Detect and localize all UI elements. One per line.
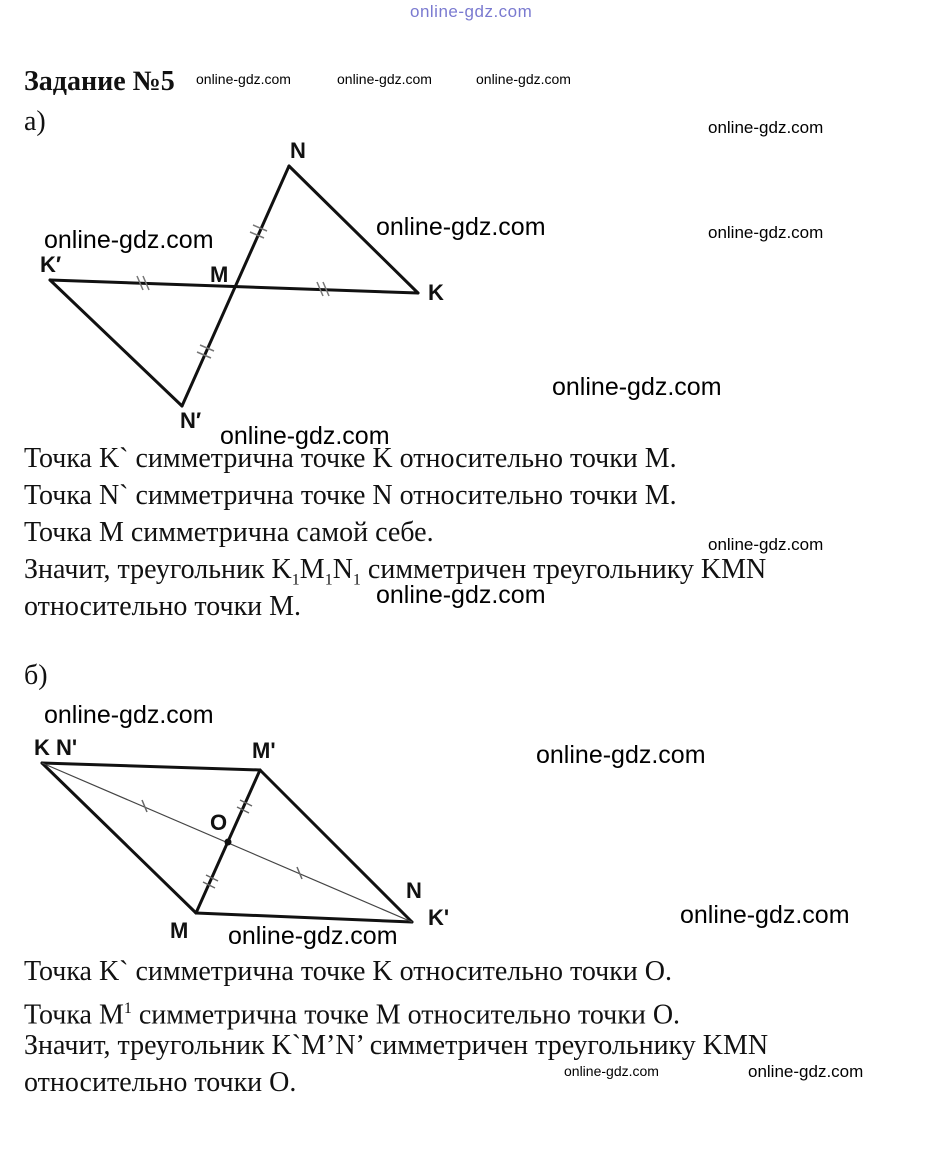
text-line: относительно точки M. [24, 591, 302, 622]
watermark: online-gdz.com [44, 226, 214, 254]
watermark: online-gdz.com [564, 1063, 659, 1079]
segment-mprime-kprime [260, 770, 412, 922]
watermark: online-gdz.com [376, 581, 546, 609]
segment-k-mprime [42, 763, 260, 770]
text-fragment: Значит, треугольник K [24, 554, 292, 585]
point-nprime-label: N′ [180, 408, 202, 433]
segment-m-k [42, 763, 196, 913]
watermark: online-gdz.com [536, 741, 706, 769]
watermark: online-gdz.com [748, 1062, 864, 1081]
segment-kprime-m [196, 913, 412, 922]
text-line: Точка M симметрична самой себе. [24, 517, 434, 548]
subscript: 1 [324, 571, 333, 589]
point-kprime-label: K′ [40, 252, 62, 277]
point-mprime-label: M' [252, 738, 276, 763]
text-fragment: симметрична точке M относительно точки O. [131, 999, 681, 1031]
watermark: online-gdz.com [708, 118, 824, 137]
watermark-top: online-gdz.com [410, 2, 533, 21]
point-k-label: K [428, 280, 444, 305]
text-line: Точка K` симметрична точке K относительно точки O. [24, 956, 673, 987]
text-line: относительно точки O. [24, 1067, 297, 1098]
point-o [225, 839, 232, 846]
text-fragment: N [332, 554, 353, 585]
watermark: online-gdz.com [552, 373, 722, 401]
point-kprime-label: K' [428, 905, 450, 930]
point-m-label: M [170, 918, 189, 943]
subscript: 1 [291, 571, 300, 589]
point-n-label: N [406, 878, 422, 903]
point-k-nprime-label: K N' [34, 735, 78, 760]
watermark: online-gdz.com [476, 71, 571, 87]
watermark: online-gdz.com [376, 213, 546, 241]
watermark: online-gdz.com [228, 922, 398, 950]
watermark: online-gdz.com [708, 223, 824, 242]
point-n-label: N [290, 138, 306, 163]
part-a-label: а) [24, 106, 46, 137]
text-fragment: M [299, 554, 325, 585]
point-o-label: O [210, 810, 228, 835]
watermark: online-gdz.com [220, 422, 390, 450]
watermark: online-gdz.com [44, 701, 214, 729]
superscript: 1 [123, 1000, 132, 1017]
watermark: online-gdz.com [196, 71, 291, 87]
watermark: online-gdz.com [337, 71, 432, 87]
text-fragment: Точка M [24, 999, 124, 1031]
part-b-label: б) [24, 660, 48, 691]
text-line: Точка N` симметрична точке N относительно точки M. [24, 480, 677, 511]
text-line: Значит, треугольник K`M’N’ симметричен треугольнику KMN [24, 1030, 769, 1061]
text-line: Точка K` симметрична точке K относительно точки M. [24, 443, 677, 474]
subscript: 1 [352, 571, 361, 589]
watermark: online-gdz.com [708, 535, 824, 554]
watermark: online-gdz.com [680, 901, 850, 929]
text-fragment: симметричен треугольнику KMN [360, 554, 767, 585]
task-title: Задание №5 [24, 66, 175, 97]
point-m-label: M [210, 262, 229, 287]
